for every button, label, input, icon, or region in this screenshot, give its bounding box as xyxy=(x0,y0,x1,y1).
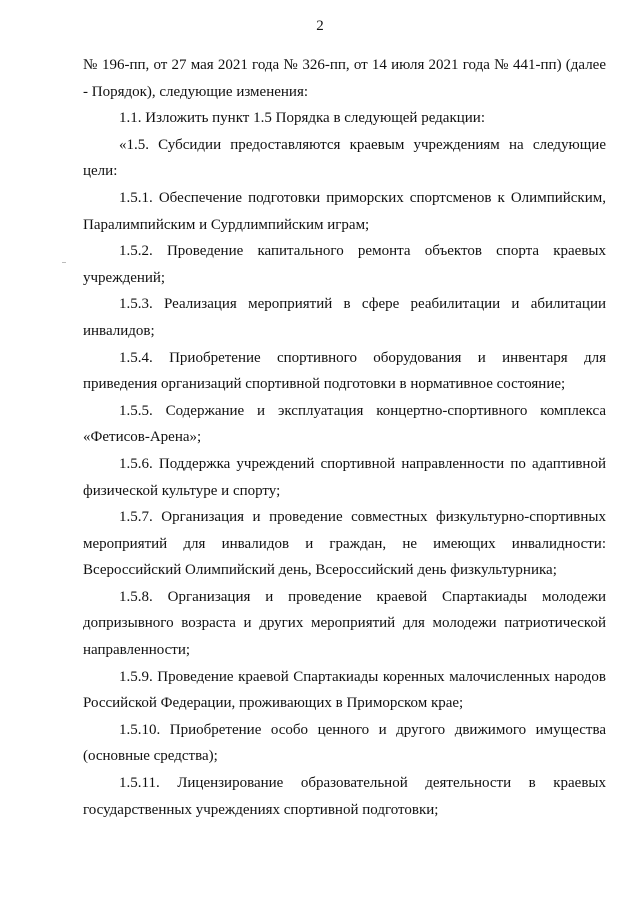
paragraph-item-1-5-2: 1.5.2. Проведение капитального ремонта объектов спорта краевых учреждений; xyxy=(83,243,606,286)
paragraph-item-1-5-5: 1.5.5. Содержание и эксплуатация концертно-спортивного комплекса «Фетисов-Арена»; xyxy=(83,402,606,446)
paragraph-item-1-5-1: 1.5.1. Обеспечение подготовки приморских спортсменов к Олимпийским, Паралимпийским и Сурдлимпийским играм; xyxy=(83,189,606,233)
paragraph-item-1-5-8: 1.5.8. Организация и проведение краевой Спартакиады молодежи допризывного возраста и других мероприятий для молодежи патриотической направленности; xyxy=(83,588,606,659)
document-body xyxy=(83,52,606,823)
paragraph-item-1-1: 1.1. Изложить пункт 1.5 Порядка в следующей редакции: xyxy=(119,110,485,127)
paragraph-item-1-5-9: 1.5.9. Проведение краевой Спартакиады коренных малочисленных народов Российской Федерации, проживающих в Приморском крае; xyxy=(83,668,606,712)
paragraph-item-1-5-7: 1.5.7. Организация и проведение совместных физкультурно-спортивных мероприятий для инвалидов и граждан, не имеющих инвалидности: Всероссийский Олимпийский день, Всероссийский день физкультурника; xyxy=(83,509,606,579)
paragraph-item-1-5-4: 1.5.4. Приобретение спортивного оборудования и инвентаря для приведения организаций спортивной подготовки в нормативное состояние; xyxy=(83,349,606,393)
paragraph-item-1-5-10: 1.5.10. Приобретение особо ценного и другого движимого имущества (основные средства); xyxy=(83,721,606,765)
paragraph-item-1-5-3: 1.5.3. Реализация мероприятий в сфере реабилитации и абилитации инвалидов; xyxy=(83,296,606,339)
paragraph-item-1-5-11: 1.5.11. Лицензирование образовательной деятельности в краевых государственных учреждениях спортивной подготовки; xyxy=(83,775,606,818)
page-number: 2 xyxy=(316,18,324,34)
paragraph-amendment-intro: № 196-пп, от 27 мая 2021 года № 326-пп, от 14 июля 2021 года № 441-пп) (далее - Порядок), следующие изменения: xyxy=(83,57,606,100)
margin-mark xyxy=(62,262,66,263)
paragraph-item-1-5-6: 1.5.6. Поддержка учреждений спортивной направленности по адаптивной физической культуре и спорту; xyxy=(83,455,606,499)
paragraph-item-1-5: «1.5. Субсидии предоставляются краевым учреждениям на следующие цели: xyxy=(83,136,606,180)
